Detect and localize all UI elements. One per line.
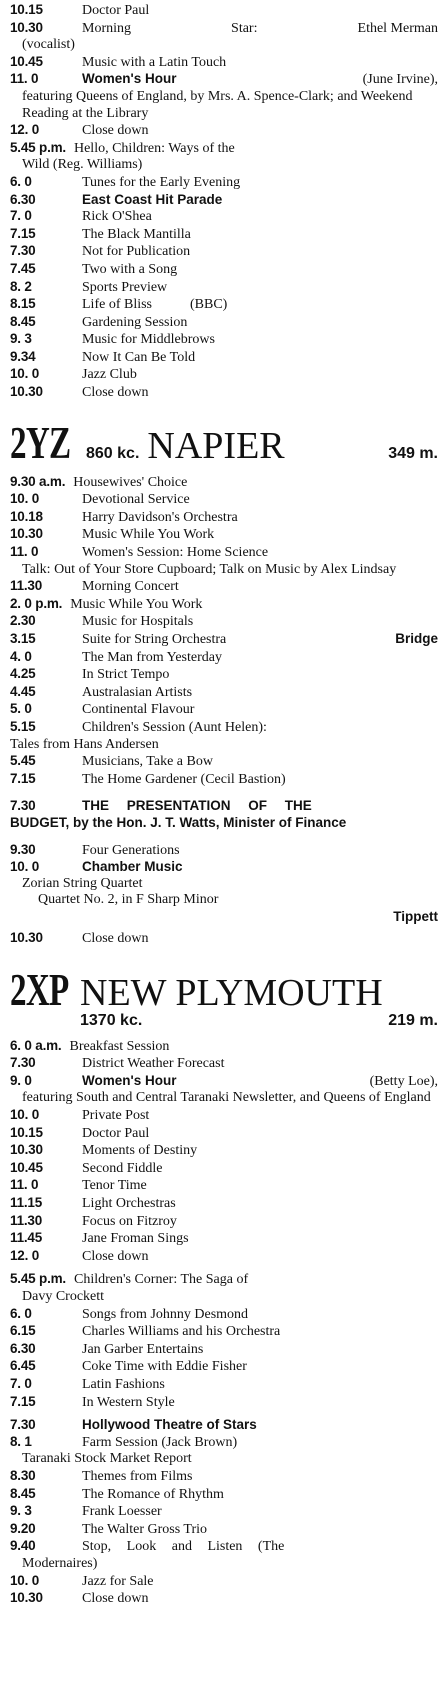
station-frequency: 1370 kc.	[80, 1012, 143, 1030]
list-item: 8.30 Themes from Films	[10, 1467, 193, 1484]
station-city: NEW PLYMOUTH	[80, 972, 383, 1015]
list-item: 10.18 Harry Davidson's Orchestra	[10, 508, 238, 525]
station-call-sign: 2YZ	[10, 416, 71, 468]
list-item: 9. 3 Frank Loesser	[10, 1503, 162, 1520]
list-item: 2. 0 p.m. Music While You Work	[10, 595, 203, 612]
list-item: 5.45 Musicians, Take a Bow	[10, 753, 213, 770]
list-item: 5.15 Children's Session (Aunt Helen): Tales from Hans Andersen	[10, 718, 267, 752]
list-item: 10.30 Close down	[10, 1590, 149, 1607]
list-item: 8. 1 Farm Session (Jack Brown) Taranaki Stock Market Report	[10, 1433, 238, 1467]
list-item: 4.25 In Strict Tempo	[10, 666, 170, 683]
list-item: 9. 3 Music for Middlebrows	[10, 331, 215, 348]
list-item: 10. 0 Jazz Club	[10, 366, 137, 383]
list-item: 8. 2 Sports Preview	[10, 278, 168, 295]
list-item: 6.45 Coke Time with Eddie Fisher	[10, 1358, 247, 1375]
list-item: 4.45 Australasian Artists	[10, 683, 193, 700]
list-item: 6. 0 Tunes for the Early Evening	[10, 173, 241, 190]
list-item: 7. 0 Rick O'Shea	[10, 208, 152, 225]
list-item: 6.30 Jan Garber Entertains	[10, 1340, 204, 1357]
list-item: 10.30 Music While You Work	[10, 526, 215, 543]
napier-schedule	[10, 474, 438, 947]
list-item: 12. 0 Close down	[10, 1247, 149, 1264]
list-item: 10. 0 Jazz for Sale	[10, 1572, 154, 1589]
list-item: 9.34 Now It Can Be Told	[10, 348, 196, 365]
list-item: 2.30 Music for Hospitals	[10, 613, 194, 630]
station-city: NAPIER	[147, 424, 285, 467]
list-item: 9. 0 Women's Hour (Betty Loe), featuring South and Central Taranaki Newsletter, and Queens of England	[10, 1072, 438, 1106]
list-item: 10.30 Morning Star: Ethel Merman (vocalist)	[10, 19, 438, 53]
list-item: 12. 0 Close down	[10, 122, 149, 139]
list-item: 4. 0 The Man from Yesterday	[10, 648, 222, 665]
list-item: 7.15 The Home Gardener (Cecil Bastion)	[10, 770, 286, 787]
station-wavelength: 349 m.	[388, 444, 438, 462]
list-item: 9.40 Stop, Look and Listen (The Modernaires)	[10, 1538, 285, 1571]
list-item: 11. 0 Women's Hour (June Irvine), featuring Queens of England, by Mrs. A. Spence-Clark; and Weekend Reading at the Library	[10, 71, 438, 121]
list-item: 10.45 Second Fiddle	[10, 1159, 163, 1176]
list-item: 10. 0 Devotional Service	[10, 491, 190, 508]
list-item: 11. 0 Women's Session: Home Science Talk: Out of Your Store Cupboard; Talk on Music by Alex Lindsay	[10, 544, 397, 577]
station-header-new-plymouth	[10, 964, 438, 1030]
list-item: 10. 0 Private Post	[10, 1107, 150, 1124]
list-item: 10.45 Music with a Latin Touch	[10, 53, 227, 70]
list-item: 11.30 Focus on Fitzroy	[10, 1212, 177, 1229]
station-call-sign: 2XP	[10, 964, 69, 1016]
list-item: 5.45 p.m. Hello, Children: Ways of the Wild (Reg. Williams)	[10, 139, 235, 173]
list-item: 8.45 The Romance of Rhythm	[10, 1485, 224, 1502]
list-item: 7.30 District Weather Forecast	[10, 1055, 225, 1072]
station-header-napier	[10, 416, 438, 468]
list-item: 9.20 The Walter Gross Trio	[10, 1520, 208, 1537]
list-item: 10.30 Moments of Destiny	[10, 1142, 198, 1159]
time: 10.15	[10, 2, 43, 17]
list-item: 8.15 Life of Bliss (BBC)	[10, 296, 228, 313]
list-item: 3.15 Suite for String Orchestra Bridge	[10, 631, 438, 647]
list-item: 7.45 Two with a Song	[10, 260, 178, 277]
list-item: 5. 0 Continental Flavour	[10, 701, 195, 718]
list-item: 10.30 Close down	[10, 384, 149, 401]
list-item: 11.30 Morning Concert	[10, 578, 179, 595]
list-item: 10.15 Doctor Paul	[10, 2, 150, 18]
list-item: 10.15 Doctor Paul	[10, 1124, 150, 1141]
list-item: 7. 0 Latin Fashions	[10, 1375, 165, 1392]
list-item: 5.45 p.m. Children's Corner: The Saga of Davy Crockett	[10, 1271, 249, 1304]
list-item: 9.30 Four Generations	[10, 841, 180, 858]
list-item: 6. 0 a.m. Breakfast Session	[10, 1037, 170, 1054]
list-item: 11. 0 Tenor Time	[10, 1177, 147, 1194]
top-schedule	[10, 2, 438, 402]
list-item: 7.15 In Western Style	[10, 1393, 175, 1410]
new-plymouth-schedule	[10, 1038, 438, 1608]
list-item: 10. 0 Chamber Music Zorian String Quartet Quartet No. 2, in F Sharp Minor Tippett	[10, 859, 438, 924]
list-item: 10.30 Close down	[10, 929, 149, 946]
list-item: 7.30 Not for Publication	[10, 243, 191, 260]
station-wavelength: 219 m.	[388, 1012, 438, 1030]
station-frequency: 860 kc.	[86, 444, 140, 462]
list-item: 6.15 Charles Williams and his Orchestra	[10, 1323, 281, 1340]
list-item: 11.45 Jane Froman Sings	[10, 1230, 189, 1247]
list-item: 7.15 The Black Mantilla	[10, 225, 191, 242]
list-item: 9.30 a.m. Housewives' Choice	[10, 473, 188, 490]
list-item: 6. 0 Songs from Johnny Desmond	[10, 1305, 249, 1322]
list-item: 7.30 Hollywood Theatre of Stars	[10, 1417, 257, 1433]
list-item: 11.15 Light Orchestras	[10, 1195, 176, 1212]
list-item: 8.45 Gardening Session	[10, 313, 188, 330]
list-item: 7.30 THE PRESENTATION OF THE BUDGET, by the Hon. J. T. Watts, Minister of Finance	[10, 798, 347, 830]
radio-programme-column	[10, 0, 438, 1608]
list-item: 6.30 East Coast Hit Parade	[10, 191, 223, 207]
